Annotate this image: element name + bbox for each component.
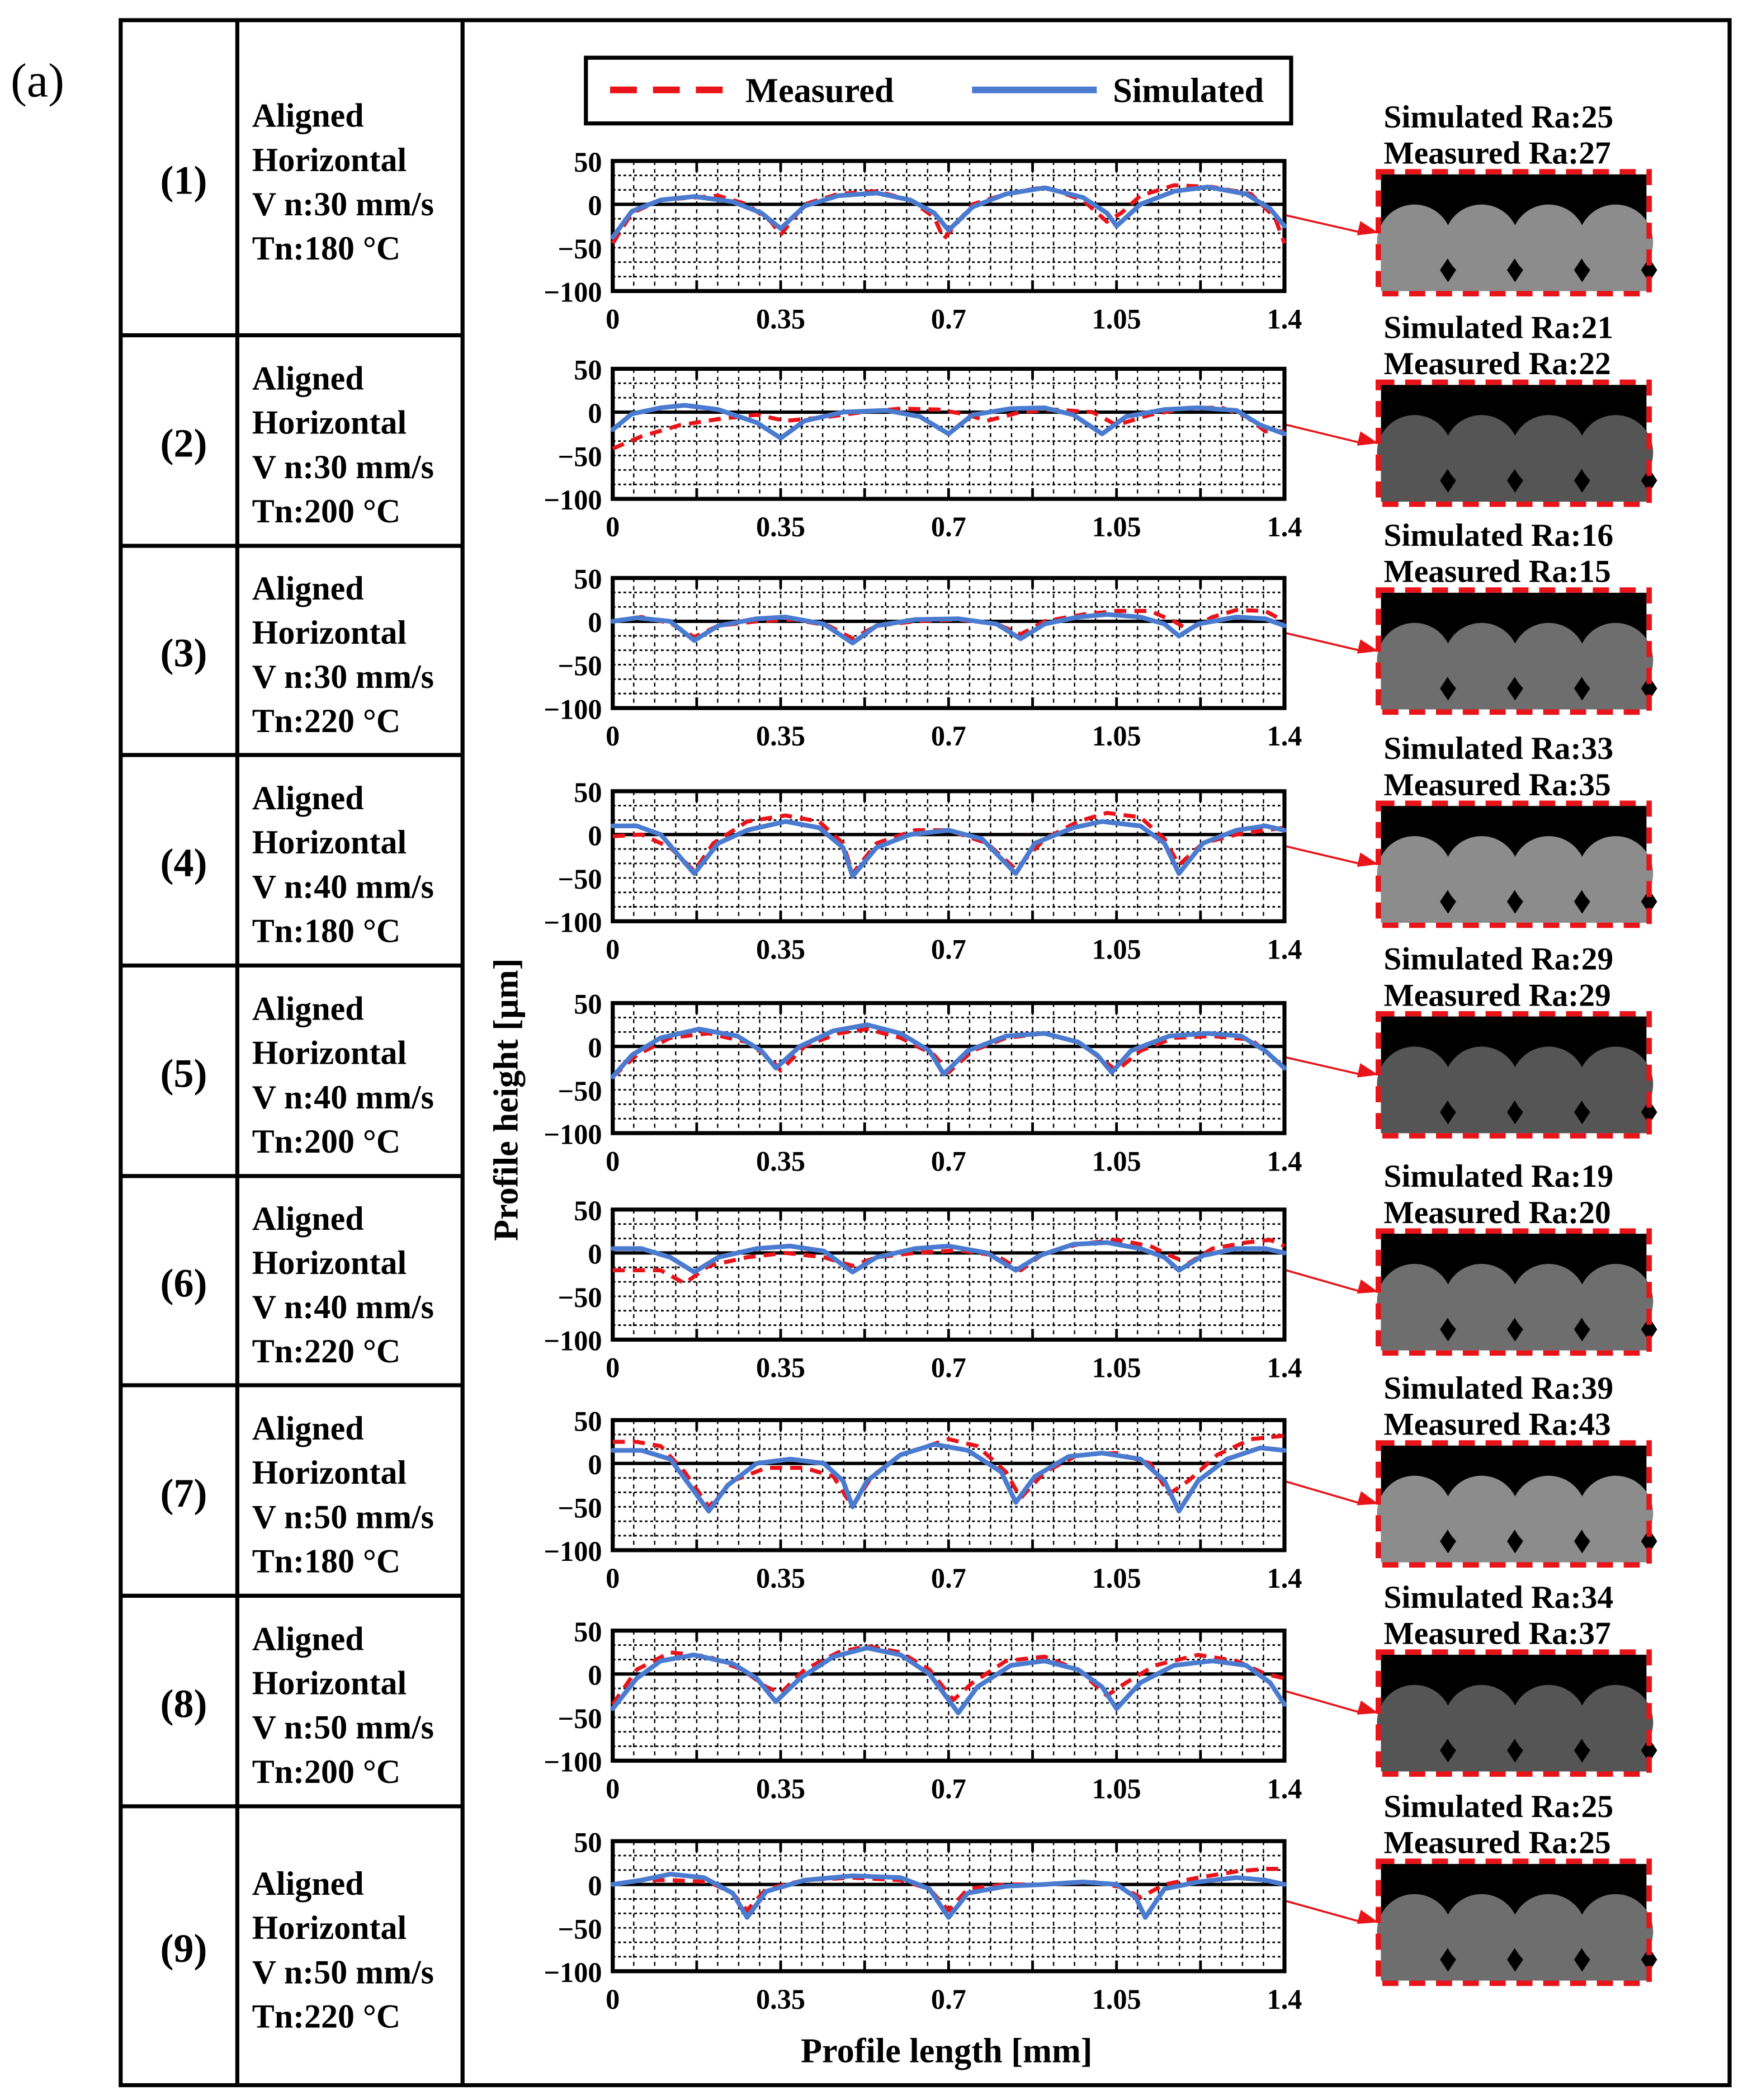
simulated-ra: Simulated Ra:25 [1383,99,1614,135]
profile-chart [544,1827,1302,2015]
row-parameter: V n:50 mm/s [252,1953,434,1991]
y-tick-label: −100 [544,1956,602,1988]
filament-bead [1444,415,1519,490]
row-parameter: Horizontal [252,141,407,178]
y-tick-label: 0 [588,1238,602,1270]
arrow-head [1357,639,1378,654]
x-tick-label: 0.35 [756,720,806,752]
x-tick-label: 1.05 [1092,720,1141,752]
arrow-head [1357,1491,1378,1505]
arrow-head [1357,431,1378,446]
row-parameter: Aligned [252,1620,364,1658]
y-tick-label: 0 [588,1659,602,1691]
row-parameter: Aligned [252,780,364,817]
filament-bead [1377,415,1452,490]
x-tick-label: 1.05 [1092,303,1141,335]
row-number: (1) [160,158,207,203]
y-tick-label: −50 [558,1702,602,1734]
filament-bead [1511,205,1586,280]
cross-section-image [1377,803,1657,925]
row-parameter: Aligned [252,1200,364,1237]
y-tick-label: 0 [588,398,602,430]
y-tick-label: −100 [544,1119,602,1150]
row-parameter: Horizontal [252,1034,407,1072]
cross-section-image [1377,1861,1657,1983]
x-tick-label: 0.7 [930,1145,966,1177]
y-tick-label: 50 [574,1616,602,1648]
row-parameter: V n:30 mm/s [252,448,434,485]
measured-ra: Measured Ra:35 [1383,767,1611,803]
row-parameter: V n:50 mm/s [252,1498,434,1536]
y-axis-label: Profile height [µm] [486,958,526,1242]
arrow-head [1357,1280,1378,1294]
arrow-head [1357,852,1378,867]
x-tick-label: 0.7 [930,1562,966,1594]
filament-bead [1377,1685,1452,1760]
x-tick-label: 1.4 [1267,1773,1302,1805]
y-tick-label: −50 [558,441,602,473]
filament-bead [1511,1685,1586,1760]
row-parameter: Aligned [252,1410,364,1447]
filament-bead [1444,1264,1519,1339]
x-tick-label: 0.7 [930,303,966,335]
y-tick-label: 0 [588,1870,602,1901]
filament-bead [1511,1894,1586,1969]
profile-chart [544,355,1302,543]
y-tick-label: −50 [558,233,602,265]
profile-chart [544,564,1302,752]
y-tick-label: −100 [544,484,602,516]
x-axis-label: Profile length [mm] [800,2031,1093,2070]
x-tick-label: 0 [606,933,620,965]
row-parameter: Tn:180 °C [252,230,401,267]
x-tick-label: 0 [606,1562,620,1594]
cross-section-image [1377,1443,1657,1565]
y-tick-label: −50 [558,1913,602,1945]
x-tick-label: 0 [606,1983,620,2015]
y-tick-label: 0 [588,1448,602,1480]
row-number: (2) [160,421,207,466]
y-tick-label: −50 [558,1282,602,1314]
profile-chart [544,989,1302,1177]
filament-bead [1377,1264,1452,1339]
row-parameter: Horizontal [252,1244,407,1281]
y-tick-label: 0 [588,190,602,221]
x-tick-label: 0.7 [930,1352,966,1384]
filament-bead [1578,205,1653,280]
x-tick-label: 1.4 [1267,1145,1302,1177]
profile-chart [544,1195,1302,1384]
y-tick-label: −50 [558,863,602,895]
profile-chart [544,147,1302,335]
simulated-ra: Simulated Ra:16 [1383,517,1614,553]
legend [586,58,1291,123]
y-tick-label: −50 [558,1492,602,1524]
x-tick-label: 0.35 [756,511,806,543]
filament-bead [1377,836,1452,911]
row-parameter: Aligned [252,569,364,607]
x-tick-label: 1.4 [1267,720,1302,752]
x-tick-label: 1.4 [1267,1562,1302,1594]
x-tick-label: 0.35 [756,933,806,965]
filament-bead [1444,1476,1519,1551]
x-tick-label: 0 [606,1773,620,1805]
filament-bead [1578,1264,1653,1339]
filament-bead [1511,1046,1586,1121]
filament-bead [1377,1476,1452,1551]
filament-bead [1444,205,1519,280]
x-tick-label: 0.7 [930,1983,966,2015]
simulated-ra: Simulated Ra:34 [1383,1579,1614,1615]
cross-section-image [1377,1014,1657,1136]
x-tick-label: 0.7 [930,933,966,965]
cross-section-image [1377,1231,1657,1353]
x-tick-label: 0.7 [930,720,966,752]
x-tick-label: 1.4 [1267,511,1302,543]
row-parameter: Tn:180 °C [252,1542,401,1580]
row-number: (8) [160,1681,207,1726]
filament-bead [1511,1264,1586,1339]
filament-bead [1444,1894,1519,1969]
measured-ra: Measured Ra:22 [1383,346,1611,382]
row-parameter: Horizontal [252,404,407,441]
x-tick-label: 0.35 [756,1145,806,1177]
cross-section-image [1377,382,1657,504]
row-parameter: V n:30 mm/s [252,658,434,696]
filament-bead [1511,623,1586,698]
y-tick-label: 0 [588,820,602,852]
simulated-ra: Simulated Ra:19 [1383,1159,1614,1195]
x-tick-label: 0.35 [756,1352,806,1384]
filament-bead [1578,836,1653,911]
row-parameter: Horizontal [252,1664,407,1702]
arrow-head [1357,221,1378,235]
filament-bead [1511,836,1586,911]
x-tick-label: 0 [606,303,620,335]
x-tick-label: 0.7 [930,511,966,543]
y-tick-label: 50 [574,354,602,386]
filament-bead [1444,1046,1519,1121]
y-tick-label: −100 [544,276,602,308]
row-number: (3) [160,630,207,676]
row-parameter: Horizontal [252,1454,407,1492]
cross-section-image [1377,172,1657,294]
profile-plots [544,100,1657,2015]
profile-chart [544,777,1302,965]
legend-measured-label: Measured [745,71,894,110]
filament-bead [1444,836,1519,911]
row-parameter: Aligned [252,360,364,397]
row-parameter: Tn:220 °C [252,702,401,740]
x-tick-label: 0.35 [756,1773,806,1805]
y-tick-label: 0 [588,1032,602,1064]
x-tick-label: 0.35 [756,303,806,335]
measured-ra: Measured Ra:29 [1383,978,1611,1013]
x-tick-label: 1.05 [1092,1562,1141,1594]
y-tick-label: 50 [574,776,602,808]
x-tick-label: 0 [606,1145,620,1177]
row-parameter: Tn:200 °C [252,1122,401,1160]
filament-bead [1578,1685,1653,1760]
cross-section-image [1377,1652,1657,1774]
row-parameter: Horizontal [252,1909,407,1947]
y-tick-label: −100 [544,907,602,938]
filament-bead [1511,415,1586,490]
y-tick-label: −50 [558,1075,602,1107]
filament-bead [1444,1685,1519,1760]
legend-simulated-label: Simulated [1113,71,1264,110]
simulated-ra: Simulated Ra:29 [1383,941,1614,977]
row-parameter: V n:40 mm/s [252,1289,434,1326]
y-tick-label: 50 [574,988,602,1020]
filament-bead [1578,1476,1653,1551]
filament-bead [1578,623,1653,698]
row-parameter: Tn:220 °C [252,1333,401,1370]
x-tick-label: 0 [606,511,620,543]
x-tick-label: 1.4 [1267,933,1302,965]
y-tick-label: −100 [544,1536,602,1568]
y-tick-label: 50 [574,1195,602,1227]
x-tick-label: 0 [606,1352,620,1384]
row-parameter: Aligned [252,1865,364,1903]
row-parameter: Aligned [252,97,364,134]
y-tick-label: 50 [574,1405,602,1437]
x-tick-label: 1.05 [1092,1773,1141,1805]
simulated-ra: Simulated Ra:39 [1383,1370,1614,1406]
y-tick-label: −100 [544,1325,602,1357]
arrow-head [1357,1063,1378,1078]
x-tick-label: 1.05 [1092,933,1141,965]
row-number: (9) [160,1926,207,1971]
y-tick-label: −100 [544,1746,602,1778]
profile-chart [544,1405,1302,1594]
arrow-head [1357,1701,1378,1715]
row-number: (7) [160,1470,207,1516]
y-tick-label: 50 [574,1827,602,1858]
measured-ra: Measured Ra:37 [1383,1616,1611,1651]
row-number: (5) [160,1051,207,1096]
row-number: (6) [160,1261,207,1306]
cross-section-image [1377,590,1657,712]
row-parameter: Aligned [252,990,364,1027]
row-parameter: Tn:200 °C [252,1753,401,1790]
x-tick-label: 1.05 [1092,511,1141,543]
x-tick-label: 1.4 [1267,303,1302,335]
simulated-ra: Simulated Ra:21 [1383,310,1614,346]
row-parameter: Tn:220 °C [252,1998,401,2035]
row-number: (4) [160,840,207,885]
simulated-ra: Simulated Ra:33 [1383,731,1614,767]
row-parameter: V n:40 mm/s [252,1078,434,1116]
profile-chart [544,1616,1302,1805]
arrow-head [1357,1910,1378,1924]
filament-bead [1377,1894,1452,1969]
y-tick-label: −100 [544,693,602,725]
filament-bead [1444,623,1519,698]
row-parameter: V n:40 mm/s [252,868,434,905]
row-parameter: Horizontal [252,824,407,861]
x-tick-label: 0.35 [756,1562,806,1594]
measured-ra: Measured Ra:25 [1383,1825,1611,1861]
y-tick-label: 50 [574,563,602,595]
filament-bead [1578,1894,1653,1969]
row-parameter: Horizontal [252,614,407,651]
measured-ra: Measured Ra:20 [1383,1195,1611,1230]
y-tick-label: 0 [588,607,602,639]
measured-ra: Measured Ra:27 [1383,135,1611,171]
x-tick-label: 1.05 [1092,1983,1141,2015]
y-tick-label: −50 [558,650,602,682]
x-tick-label: 0 [606,720,620,752]
row-parameter: Tn:200 °C [252,493,401,530]
x-tick-label: 1.05 [1092,1145,1141,1177]
filament-bead [1377,1046,1452,1121]
measured-ra: Measured Ra:43 [1383,1407,1611,1442]
x-tick-label: 1.4 [1267,1983,1302,2015]
filament-bead [1511,1476,1586,1551]
simulated-ra: Simulated Ra:25 [1383,1788,1614,1824]
filament-bead [1377,623,1452,698]
row-parameter: Tn:180 °C [252,912,401,950]
row-parameter: V n:50 mm/s [252,1709,434,1746]
filament-bead [1578,1046,1653,1121]
y-tick-label: 50 [574,147,602,178]
x-tick-label: 1.05 [1092,1352,1141,1384]
filament-bead [1377,205,1452,280]
measured-ra: Measured Ra:15 [1383,554,1611,589]
panel-label: (a) [11,53,64,107]
filament-bead [1578,415,1653,490]
x-tick-label: 1.4 [1267,1352,1302,1384]
row-parameter: V n:30 mm/s [252,185,434,223]
x-tick-label: 0.35 [756,1983,806,2015]
x-tick-label: 0.7 [930,1773,966,1805]
